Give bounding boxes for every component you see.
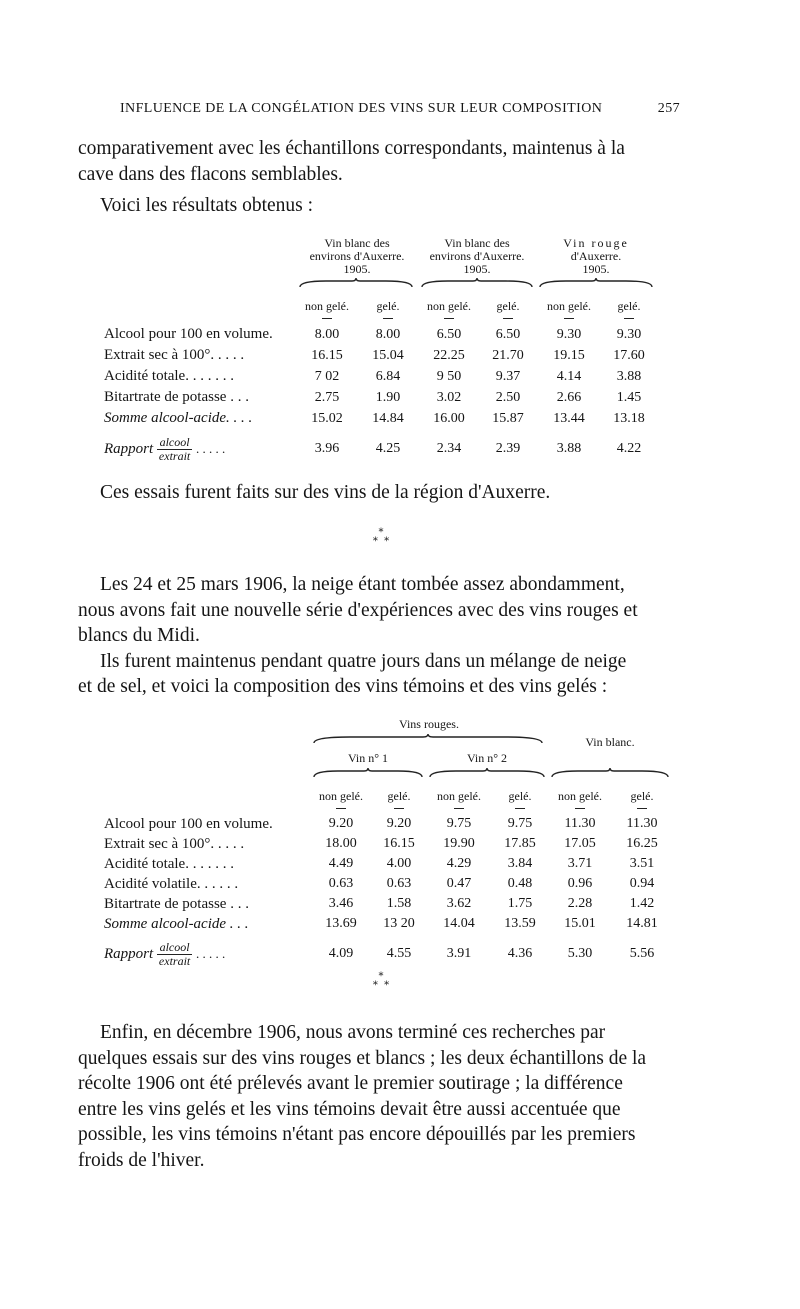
cell: 9.75	[507, 816, 533, 831]
cell: 4.14	[556, 368, 582, 384]
cell: 5.56	[629, 946, 655, 961]
cell: 13.44	[553, 410, 585, 426]
cell: 19.90	[443, 836, 475, 851]
cell: 13.59	[504, 916, 536, 931]
subheader-gele: gelé.	[602, 294, 656, 324]
table-row-rapport	[104, 429, 656, 469]
cell: 18.00	[325, 836, 357, 851]
paragraph-line: Enfin, en décembre 1906, nous avons terminé ces recherches par	[100, 1022, 606, 1043]
brace	[548, 766, 672, 784]
column-group-header: Vin blanc.	[585, 735, 635, 749]
cell: 6.50	[495, 326, 521, 342]
table-row	[104, 324, 656, 345]
subheader-non-gele: non gelé.	[426, 784, 492, 814]
brace	[426, 766, 548, 784]
cell: 0.48	[507, 876, 533, 891]
paragraph-line: entre les vins gelés et les vins témoins devait être aussi accentuée que	[78, 1098, 621, 1120]
rapport-label: Rapport $\frac{\text{alcool}}{\text{extrait}}$ . . . . .	[104, 434, 226, 463]
cell: 14.81	[626, 916, 658, 931]
page-number: 257	[657, 101, 680, 116]
cell: 9.30	[556, 326, 582, 342]
paragraph-line: blancs du Midi.	[78, 625, 200, 646]
intro-line: cave dans des flacons semblables.	[78, 163, 343, 185]
row-label: Extrait sec à 100°. . . . .	[104, 347, 245, 363]
subheader-gele: gelé.	[480, 294, 536, 324]
cell: 4.55	[386, 946, 412, 961]
running-head-title: INFLUENCE DE LA CONGÉLATION DES VINS SUR LEUR COMPOSITION	[120, 101, 603, 116]
cell: 15.01	[564, 916, 596, 931]
table-row	[104, 387, 656, 408]
cell: 3.62	[446, 896, 472, 911]
cell: 21.70	[492, 347, 524, 363]
cell: 4.36	[507, 946, 533, 961]
cell: 9.75	[446, 816, 472, 831]
paragraph-line: récolte 1906 ont été prélevés avant le premier soutirage ; la différence	[78, 1073, 623, 1094]
cell: 3.91	[446, 946, 472, 961]
paragraph-line: quelques essais sur des vins rouges et blancs ; les deux échantillons de la	[78, 1047, 647, 1069]
cell: 13.69	[325, 916, 357, 931]
cell: 9.30	[616, 326, 642, 342]
column-group-header: Vin n° 1	[347, 750, 389, 765]
subheader-non-gele: non gelé.	[418, 294, 480, 324]
cell: 3.88	[556, 441, 582, 456]
cell: 15.87	[492, 410, 524, 426]
brace	[536, 276, 656, 294]
cell: 16.15	[311, 347, 343, 363]
cell: 1.45	[616, 389, 642, 405]
row-label: Bitartrate de potasse . . .	[104, 389, 249, 405]
intro-paragraph	[78, 136, 696, 219]
cell: 9 50	[436, 368, 462, 384]
paragraph-2	[78, 572, 696, 700]
cell: 2.50	[495, 389, 521, 405]
table-row	[104, 814, 672, 834]
cell: 4.00	[386, 856, 412, 871]
row-label: Alcool pour 100 en volume.	[104, 815, 273, 832]
cell: 16.15	[383, 836, 415, 851]
cell: 11.30	[564, 816, 596, 831]
cell: 0.94	[629, 876, 655, 891]
cell: 1.42	[629, 896, 655, 911]
cell: 2.66	[556, 389, 582, 405]
section-separator-stars: * * *	[372, 527, 390, 547]
table-row-rapport	[104, 934, 672, 974]
table-corner	[104, 236, 296, 276]
cell: 0.96	[567, 876, 593, 891]
cell: 16.25	[626, 836, 658, 851]
subheader-gele: gelé.	[492, 784, 548, 814]
cell: 4.25	[375, 441, 401, 456]
cell: 17.60	[613, 347, 645, 363]
brace	[296, 276, 418, 294]
cell: 9.20	[328, 816, 354, 831]
cell: 15.02	[311, 410, 343, 426]
results-table-1	[104, 236, 656, 469]
subheader-gele: gelé.	[372, 784, 426, 814]
cell: 14.04	[443, 916, 475, 931]
cell: 1.75	[507, 896, 533, 911]
rapport-fraction: $\frac{\text{alcool}}{\text{extrait}}$	[158, 434, 191, 463]
cell: 3.51	[629, 856, 655, 871]
table-row	[104, 834, 672, 854]
row-label: Acidité volatile. . . . . .	[104, 875, 239, 892]
cell: 19.15	[553, 347, 585, 363]
cell: 3.88	[616, 368, 642, 384]
rapport-label: Rapport $\frac{\text{alcool}}{\text{extrait}}$ . . . . .	[104, 939, 226, 968]
row-label: Bitartrate de potasse . . .	[104, 895, 249, 912]
table-row	[104, 345, 656, 366]
section-separator-stars: * * *	[372, 971, 390, 991]
rapport-fraction: $\frac{\text{alcool}}{\text{extrait}}$	[158, 939, 191, 968]
cell: 16.00	[433, 410, 465, 426]
cell: 17.85	[504, 836, 536, 851]
cell: 2.34	[436, 441, 462, 456]
cell: 0.63	[328, 876, 354, 891]
cell: 0.63	[386, 876, 412, 891]
cell: 2.39	[495, 441, 521, 456]
cell: 17.05	[564, 836, 596, 851]
cell: 9.20	[386, 816, 412, 831]
results-table-2	[104, 716, 672, 974]
table-row	[104, 854, 672, 874]
paragraph-line: et de sel, et voici la composition des vins témoins et des vins gelés :	[78, 676, 608, 697]
subheader-non-gele: non gelé.	[310, 784, 372, 814]
cell: 14.84	[372, 410, 404, 426]
row-label: Acidité totale. . . . . . .	[104, 855, 234, 872]
paragraph-3	[78, 1020, 696, 1173]
cell: 3.84	[507, 856, 533, 871]
column-group-header: Vin n° 2	[466, 750, 508, 765]
intro-line: comparativement avec les échantillons correspondants, maintenus à la	[78, 138, 625, 159]
cell: 0.47	[446, 876, 472, 891]
cell: 6.84	[375, 368, 401, 384]
row-label: Somme alcool-acide. . . .	[104, 410, 253, 426]
cell: 9.37	[495, 368, 521, 384]
cell: 8.00	[314, 326, 340, 342]
paragraph-line: nous avons fait une nouvelle série d'expériences avec des vins rouges et	[78, 599, 638, 621]
paragraph-line: Ils furent maintenus pendant quatre jours dans un mélange de neige	[100, 650, 627, 672]
table-row	[104, 366, 656, 387]
cell: 15.04	[372, 347, 404, 363]
column-group-header: Vin blanc des environs d'Auxerre. 1905.	[429, 235, 525, 276]
row-label: Alcool pour 100 en volume.	[104, 326, 273, 342]
cell: 4.29	[446, 856, 472, 871]
cell: 4.09	[328, 946, 354, 961]
brace	[418, 276, 536, 294]
cell: 3.02	[436, 389, 462, 405]
cell: 1.90	[375, 389, 401, 405]
cell: 2.28	[567, 896, 593, 911]
cell: 6.50	[436, 326, 462, 342]
column-group-header: Vin blanc des environs d'Auxerre. 1905.	[309, 235, 405, 276]
subheader-non-gele: non gelé.	[296, 294, 358, 324]
subheader-gele: gelé.	[612, 784, 672, 814]
intro-line: Voici les résultats obtenus :	[100, 195, 314, 216]
cell: 2.75	[314, 389, 340, 405]
row-label: Acidité totale. . . . . . .	[104, 368, 234, 384]
column-group-header-vins-rouges: Vins rouges.	[399, 716, 459, 731]
subheader-non-gele: non gelé.	[548, 784, 612, 814]
column-group-header: Vin rouge d'Auxerre. 1905.	[563, 235, 629, 276]
row-label: Somme alcool-acide . . .	[104, 915, 249, 932]
row-label: Extrait sec à 100°. . . . .	[104, 835, 245, 852]
paragraph-line: froids de l'hiver.	[78, 1149, 205, 1171]
table-row	[104, 408, 656, 429]
cell: 7 02	[314, 368, 340, 384]
cell: 3.71	[567, 856, 593, 871]
table-row	[104, 894, 672, 914]
cell: 3.96	[314, 441, 340, 456]
cell: 13.18	[613, 410, 645, 426]
cell: 3.46	[328, 896, 354, 911]
brace	[310, 732, 548, 750]
cell: 11.30	[626, 816, 658, 831]
cell: 8.00	[375, 326, 401, 342]
cell: 1.58	[386, 896, 412, 911]
table-row	[104, 874, 672, 894]
subheader-gele: gelé.	[358, 294, 418, 324]
brace	[310, 766, 426, 784]
cell: 22.25	[433, 347, 465, 363]
paragraph-line: Les 24 et 25 mars 1906, la neige étant tombée assez abondamment,	[100, 574, 625, 595]
table-row	[104, 914, 672, 934]
table1-note: Ces essais furent faits sur des vins de la région d'Auxerre.	[100, 482, 551, 503]
cell: 4.22	[616, 441, 642, 456]
paragraph-line: possible, les vins témoins n'étant pas encore dépouillés par les premiers	[78, 1124, 636, 1145]
cell: 4.49	[328, 856, 354, 871]
cell: 5.30	[567, 946, 593, 961]
cell: 13 20	[383, 916, 415, 931]
subheader-non-gele: non gelé.	[536, 294, 602, 324]
